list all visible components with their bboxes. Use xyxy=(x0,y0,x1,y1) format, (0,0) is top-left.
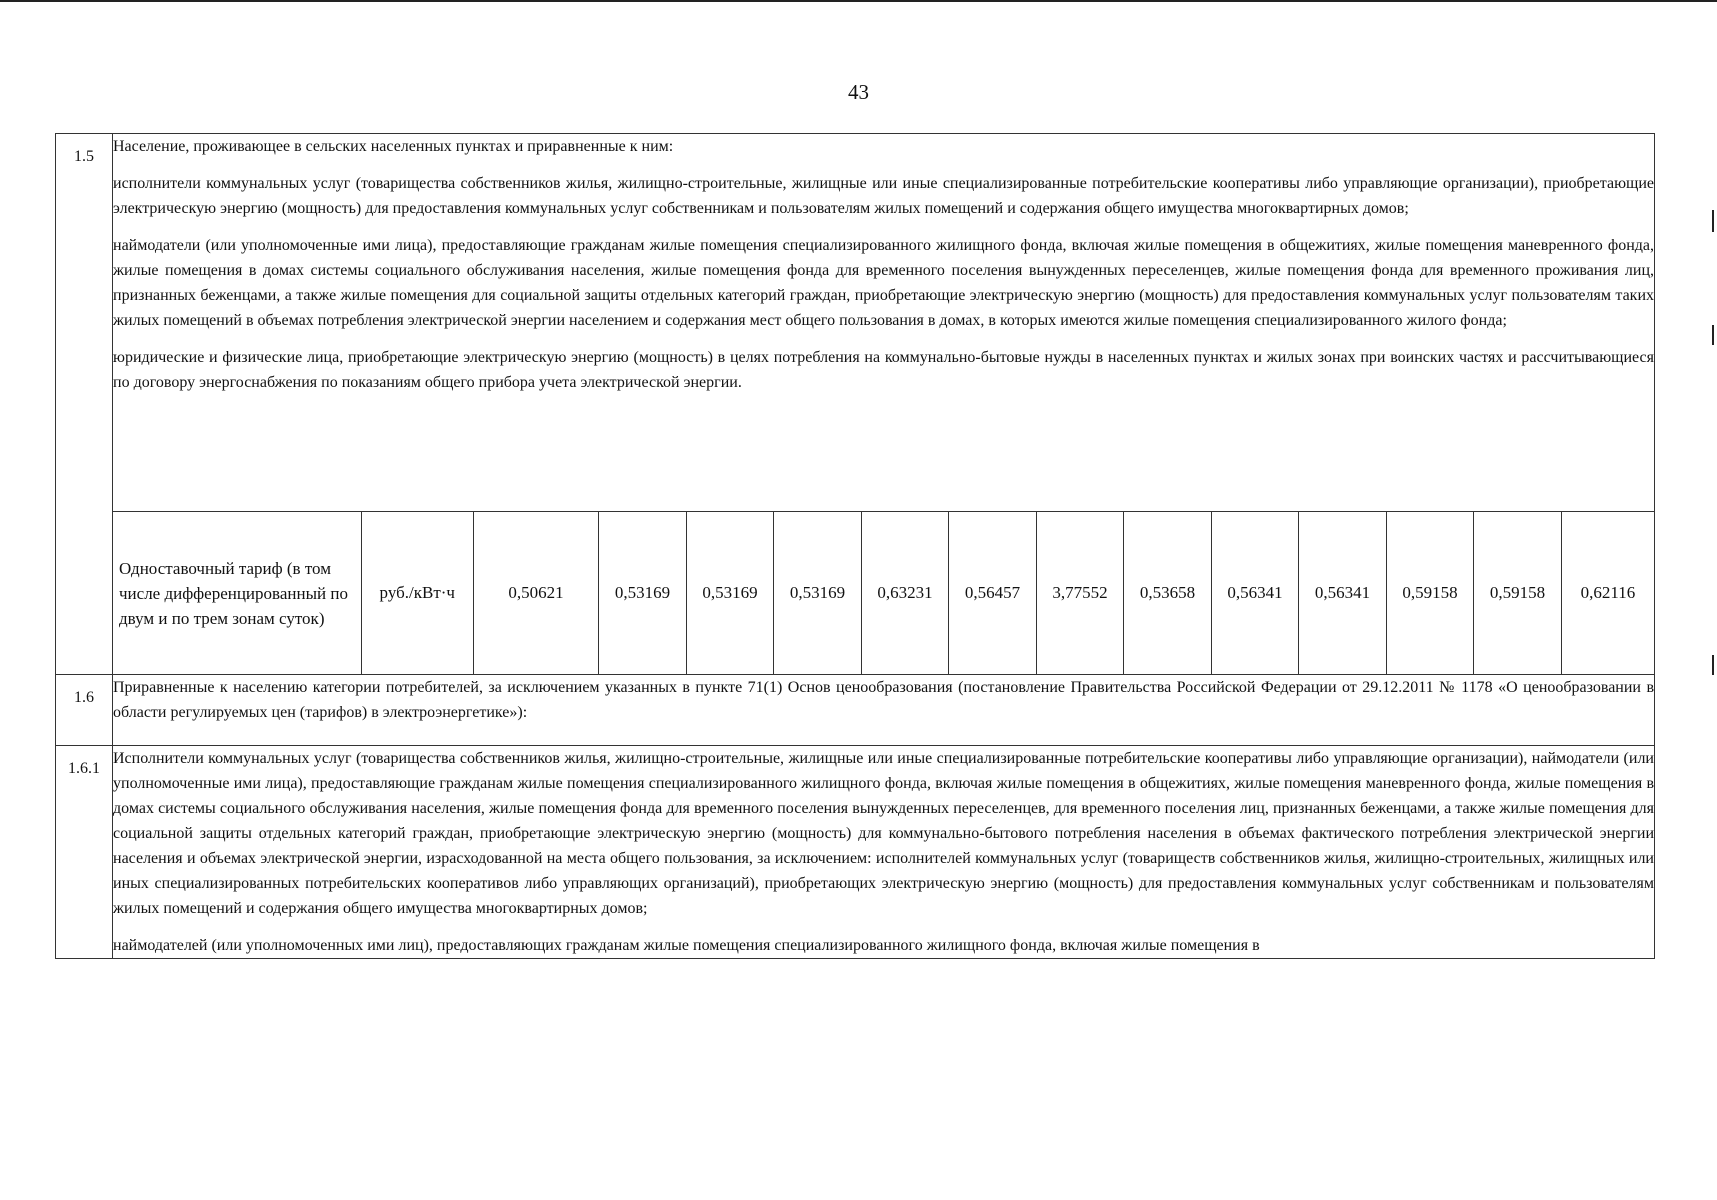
edge-mark xyxy=(1712,325,1714,345)
paragraph: Приравненные к населению категории потребителей, за исключением указанных в пункте 71(1) Основ ценообразования (постановление Правительства Российской Федерации от 29.12.2011 № 1178 «О ценообразовании в области регулируемых цен (тарифов) в электроэнергетике»): xyxy=(113,679,1654,721)
table-row xyxy=(56,511,1655,675)
row-description xyxy=(113,746,1655,959)
tariff-row xyxy=(113,512,1654,675)
tariff-value: 0,59158 xyxy=(1386,512,1474,675)
paragraph: наймодатели (или уполномоченные ими лица), предоставляющие гражданам жилые помещения специализированного жилищного фонда, включая жилые помещения в общежитиях, жилые помещения маневренного фонда, жилые помещения в домах системы социального обслуживания населения, жилые помещения фонда для временного поселения вынужденных переселенцев, жилые помещения фонда для временного проживания лиц, признанных беженцами, а также жилые помещения для социальной защиты отдельных категорий граждан, приобретающие электрическую энергию (мощность) для предоставления коммунальных услуг пользователям таких жилых помещений в объемах потребления электрической энергии населением и содержания мест общего пользования в домах, в которых имеются жилые помещения специализированного жилого фонда; xyxy=(113,237,1654,329)
paragraph: Население, проживающее в сельских населенных пунктах и приравненные к ним: xyxy=(113,138,674,155)
tariff-value: 0,53169 xyxy=(774,512,862,675)
row-description xyxy=(113,134,1655,512)
tariff-value: 0,56341 xyxy=(1211,512,1299,675)
tariff-unit: руб./кВт·ч xyxy=(361,512,473,675)
tariff-values-table xyxy=(113,511,1654,674)
tariff-value: 0,63231 xyxy=(861,512,949,675)
tariff-row-cell xyxy=(113,511,1655,675)
table-row xyxy=(56,134,1655,512)
top-border-line xyxy=(0,0,1717,2)
table-row xyxy=(56,675,1655,746)
tariff-name: Одноставочный тариф (в том числе дифференцированный по двум и по трем зонам суток) xyxy=(113,512,361,675)
tariff-value: 0,53169 xyxy=(599,512,687,675)
tariff-value: 0,53169 xyxy=(686,512,774,675)
tariff-value: 0,62116 xyxy=(1561,512,1654,675)
page-number: 43 xyxy=(848,80,869,104)
tariff-document-table xyxy=(55,133,1655,959)
tariff-value: 3,77552 xyxy=(1036,512,1124,675)
paragraph: Исполнители коммунальных услуг (товарищества собственников жилья, жилищно-строительные, жилищные или иные специализированные потребительские кооперативы либо управляющие организации), наймодатели (или уполномоченные ими лица), предоставляющие гражданам жилые помещения специализированного жилищного фонда, включая жилые помещения в общежитиях, жилые помещения маневренного фонда, жилые помещения в домах системы социального обслуживания населения, жилые помещения фонда для временного поселения вынужденных переселенцев, для временного поселения лиц, признанных беженцами, а также жилые помещения для социальной защиты отдельных категорий граждан, приобретающие электрическую энергию (мощность) для коммунально-бытового потребления населения в объемах фактического потребления электрической энергии населения и объемах электрической энергии, израсходованной на места общего пользования, за исключением: исполнителей коммунальных услуг (товариществ собственников жилья, жилищно-строительных, жилищных или иных специализированных потребительских кооперативов либо управляющих организаций), приобретающих электрическую энергию (мощность) для предоставления коммунальных услуг собственникам и пользователям жилых помещений и содержания общего имущества многоквартирных домов; xyxy=(113,750,1654,917)
tariff-value: 0,56341 xyxy=(1299,512,1387,675)
row-number: 1.5 xyxy=(56,134,113,675)
edge-mark xyxy=(1712,210,1714,232)
tariff-value: 0,50621 xyxy=(473,512,599,675)
row-number: 1.6.1 xyxy=(56,746,113,959)
table-row xyxy=(56,746,1655,959)
edge-mark xyxy=(1712,655,1714,675)
row-number: 1.6 xyxy=(56,675,113,746)
row-description xyxy=(113,675,1655,746)
paragraph: исполнители коммунальных услуг (товарищества собственников жилья, жилищно-строительные, жилищные или иные специализированные потребительские кооперативы либо управляющие организации), приобретающие электрическую энергию (мощность) для предоставления коммунальных услуг собственникам и пользователям жилых помещений и содержания общего имущества многоквартирных домов; xyxy=(113,175,1654,217)
tariff-value: 0,56457 xyxy=(949,512,1037,675)
paragraph: юридические и физические лица, приобретающие электрическую энергию (мощность) в целях потребления на коммунально-бытовые нужды в населенных пунктах и жилых зонах при воинских частях и рассчитывающиеся по договору энергоснабжения по показаниям общего прибора учета электрической энергии. xyxy=(113,349,1654,391)
blank-space xyxy=(113,395,1654,511)
tariff-value: 0,59158 xyxy=(1474,512,1562,675)
paragraph: наймодателей (или уполномоченных ими лиц), предоставляющих гражданам жилые помещения специализированного жилищного фонда, включая жилые помещения в xyxy=(113,937,1260,954)
tariff-value: 0,53658 xyxy=(1124,512,1212,675)
